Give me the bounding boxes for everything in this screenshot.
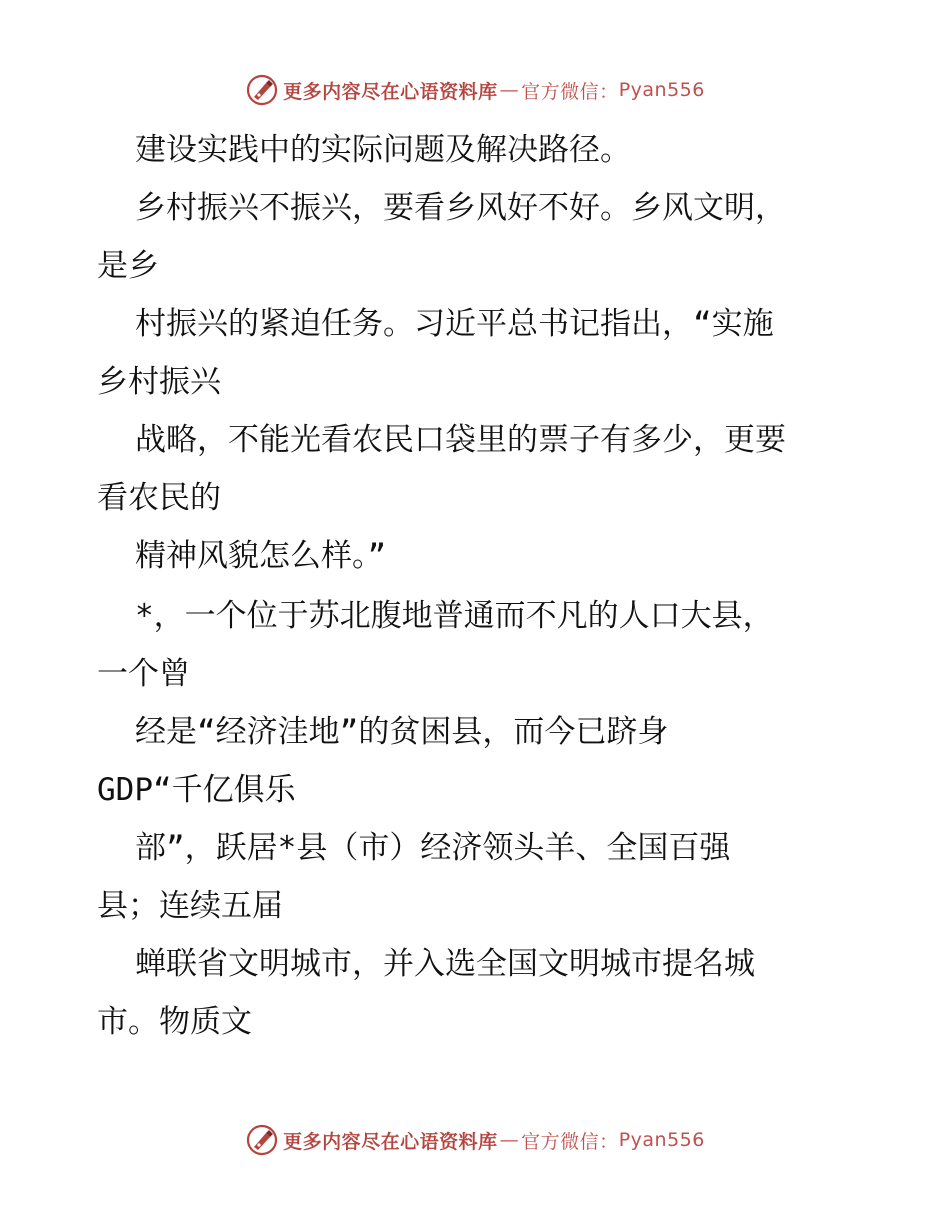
text-line: 市。物质文	[97, 1004, 252, 1040]
banner-separator: —	[499, 79, 520, 101]
banner-wechat-id: Pyan556	[618, 1129, 705, 1151]
pen-nib-logo-icon	[245, 73, 279, 107]
text-line: 是乡	[97, 248, 159, 284]
text-line: 县；连续五届	[97, 888, 283, 924]
text-line: 乡村振兴	[97, 364, 221, 400]
footer-watermark-banner	[0, 1122, 950, 1158]
text-line: 村振兴的紧迫任务。习近平总书记指出，“实施	[135, 306, 774, 342]
text-line: *，一个位于苏北腹地普通而不凡的人口大县，	[135, 598, 774, 634]
banner-separator: —	[499, 1129, 520, 1151]
text-line: 乡村振兴不振兴，要看乡风好不好。乡风文明，	[135, 190, 786, 226]
text-line: 经是“经济洼地”的贫困县，而今已跻身	[135, 714, 669, 750]
text-line: GDP“千亿俱乐	[97, 772, 296, 808]
banner-brand-text: 更多内容尽在心语资料库	[283, 80, 498, 103]
text-line: 一个曾	[97, 656, 190, 692]
header-watermark-banner	[0, 72, 950, 108]
banner-brand-text: 更多内容尽在心语资料库	[283, 1130, 498, 1153]
text-line: 蝉联省文明城市，并入选全国文明城市提名城	[135, 946, 755, 982]
banner-wechat-id: Pyan556	[618, 79, 705, 101]
banner-wechat-label: 官方微信：	[521, 80, 619, 103]
text-line: 看农民的	[97, 480, 221, 516]
pen-nib-logo-icon	[245, 1123, 279, 1157]
text-line: 战略，不能光看农民口袋里的票子有多少，更要	[135, 422, 786, 458]
text-line: 部”，跃居*县（市）经济领头羊、全国百强	[135, 830, 731, 866]
text-line: 精神风貌怎么样。”	[135, 538, 387, 574]
text-line: 建设实践中的实际问题及解决路径。	[135, 132, 631, 168]
banner-wechat-label: 官方微信：	[521, 1130, 619, 1153]
